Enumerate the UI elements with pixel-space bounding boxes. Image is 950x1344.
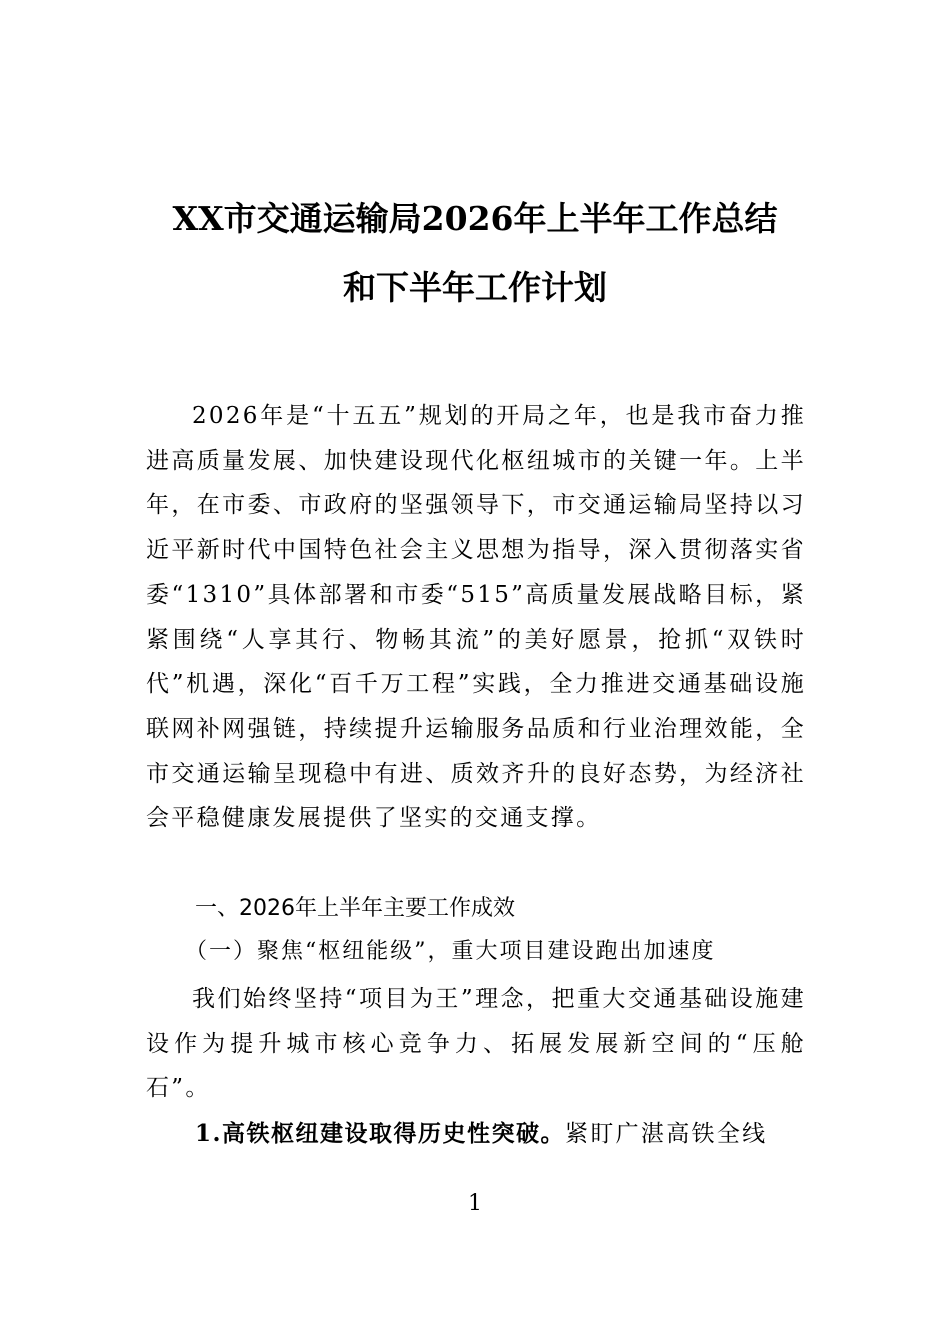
item-1-line <box>195 1112 767 1156</box>
subsection-heading: （一）聚焦“枢纽能级”，重大项目建设跑出加速度 <box>185 939 716 964</box>
page-number: 1 <box>468 1191 482 1216</box>
intro-paragraph: 2026年是“十五五”规划的开局之年，也是我市奋力推进高质量发展、加快建设现代化枢纽城市的关键一年。上半年，在市委、市政府的坚强领导下，市交通运输局坚持以习近平新时代中国特色社会主义思想为指导，深入贯彻落实省委“1310”具体部署和市委“515”高质量发展战略目标，紧紧围绕“人享其行、物畅其流”的美好愿景，抢抓“双铁时代”机遇，深化“百千万工程”实践，全力推进交通基础设施联网补网强链，持续提升运输服务品质和行业治理效能，全市交通运输呈现稳中有进、质效齐升的良好态势，为经济社会平稳健康发展提供了坚实的交通支撑。 <box>146 403 806 832</box>
section-heading: 一、2026年上半年主要工作成效 <box>195 896 515 921</box>
item-1-heading: 1.高铁枢纽建设取得历史性突破。 <box>195 1120 566 1147</box>
body-paragraph: 我们始终坚持“项目为王”理念，把重大交通基础设施建设作为提升城市核心竞争力、拓展发展新空间的“压舱石”。 <box>146 986 806 1102</box>
document-title-line1: XX市交通运输局2026年上半年工作总结 <box>172 199 778 238</box>
item-1-text: 紧盯广湛高铁全线 <box>565 1121 768 1147</box>
document-title-line2: 和下半年工作计划 <box>343 268 607 307</box>
